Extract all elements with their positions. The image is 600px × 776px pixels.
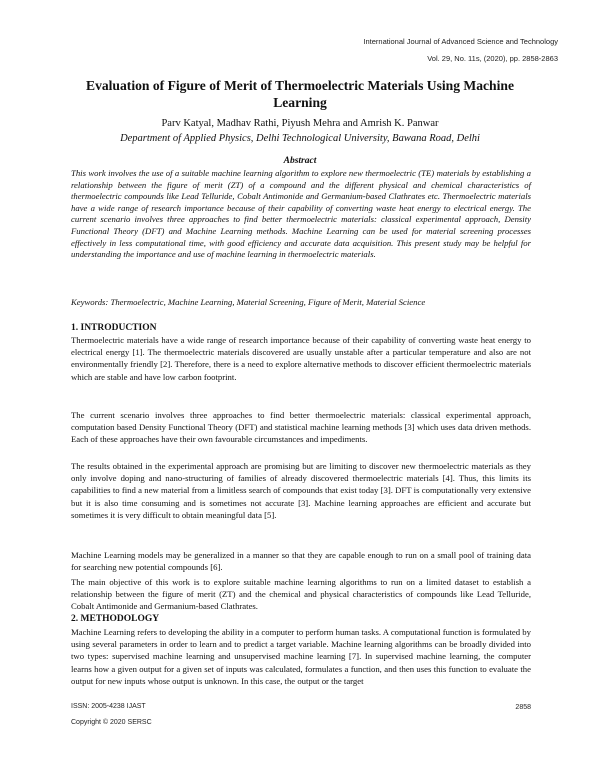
copyright-footer: Copyright © 2020 SERSC: [71, 719, 152, 726]
volume-line: Vol. 29, No. 11s, (2020), pp. 2858-2863: [427, 54, 558, 63]
intro-paragraph-3: The results obtained in the experimental approach are promising but are limiting to discover new thermoelectric materials as they only involve doping and nano-structuring of families of already discovered thermoelectric materials [4]. Thus, this limits its capabilities to find a new material from a limitless search of compounds that exist today [3]. DFT is computationally very extensive but it is also time consuming and is sometimes not accurate [3]. Machine learning approaches are efficient and accurate but sometimes it is very difficult to obtain meaningful data [5].: [71, 461, 531, 520]
affiliation: Department of Applied Physics, Delhi Technological University, Bawana Road, Delhi: [120, 133, 480, 144]
intro-paragraph-2: The current scenario involves three approaches to find better thermoelectric materials: classical experimental approach, computation based Density Functional Theory (DFT) and statistical machine learning methods [3] which uses data driven methods. Each of these approaches have their own favourable circumstances and impediments.: [71, 410, 531, 445]
introduction-heading: 1. INTRODUCTION: [71, 323, 157, 333]
authors: Parv Katyal, Madhav Rathi, Piyush Mehra and Amrish K. Panwar: [161, 118, 439, 129]
abstract-text: This work involves the use of a suitable machine learning algorithm to explore new thermoelectric (TE) materials by establishing a relationship between the figure of merit (ZT) of a compound and the different physical and chemical characteristics of thermoelectric compounds like Lead Telluride, Cobalt Antimonide and Germanium-based Clathrates etc. Thermoelectric materials have a wide range of research importance because of their capability of converting waste heat energy to electrical energy. The current scenario involves three approaches to find better thermoelectric materials: classical experimental approach, Density Functional Theory (DFT) and Machine Learning methods. Machine Learning can be used for material screening processes effectively in less computational time, with good efficiency and accurate data acquisition. This present study may be helpful for understanding the importance and use of machine learning in thermoelectric materials.: [71, 168, 531, 260]
paper-title: Evaluation of Figure of Merit of Thermoelectric Materials Using Machine Learning: [86, 78, 514, 110]
intro-paragraph-4: Machine Learning models may be generalized in a manner so that they are capable enough to run on a small pool of training data for searching new potential compounds [6].: [71, 550, 531, 573]
keywords: Keywords: Thermoelectric, Machine Learning, Material Screening, Figure of Merit, Material Science: [71, 297, 426, 307]
issn-footer: ISSN: 2005-4238 IJAST: [71, 703, 146, 710]
journal-name: International Journal of Advanced Science and Technology: [363, 37, 558, 46]
page-number: 2858: [515, 704, 531, 711]
methodology-paragraph-1: Machine Learning refers to developing the ability in a computer to perform human tasks. A computational function is formulated by using several parameters in order to learn and to predict a target variable. Machine learning algorithms can be broadly divided into two types: supervised machine learning and unsupervised machine learning [7]. In supervised machine learning, the computer learns how a given output for a given set of inputs was calculated, formulates a function, and then uses this function to evaluate the output for new inputs whose output is unknown. In this case, the output or the target: [71, 627, 531, 686]
intro-paragraph-5: The main objective of this work is to explore suitable machine learning algorithms to run on a limited dataset to establish a relationship between the figure of merit (ZT) and the chemical and physical characteristics of compounds like Lead Telluride, Cobalt Antimonide and Germanium-based Clathrates.: [71, 577, 531, 612]
methodology-heading: 2. METHODOLOGY: [71, 614, 160, 624]
intro-paragraph-1: Thermoelectric materials have a wide range of research importance because of their capability of converting waste heat energy to electrical energy [1]. The thermoelectric materials discovered are usually unstable after a particular temperature and also are not environmentally friendly [2]. Therefore, there is a need to explore alternative methods to discover efficient thermoelectric materials which are stable and have low carbon footprint.: [71, 335, 531, 382]
abstract-heading: Abstract: [283, 156, 317, 166]
